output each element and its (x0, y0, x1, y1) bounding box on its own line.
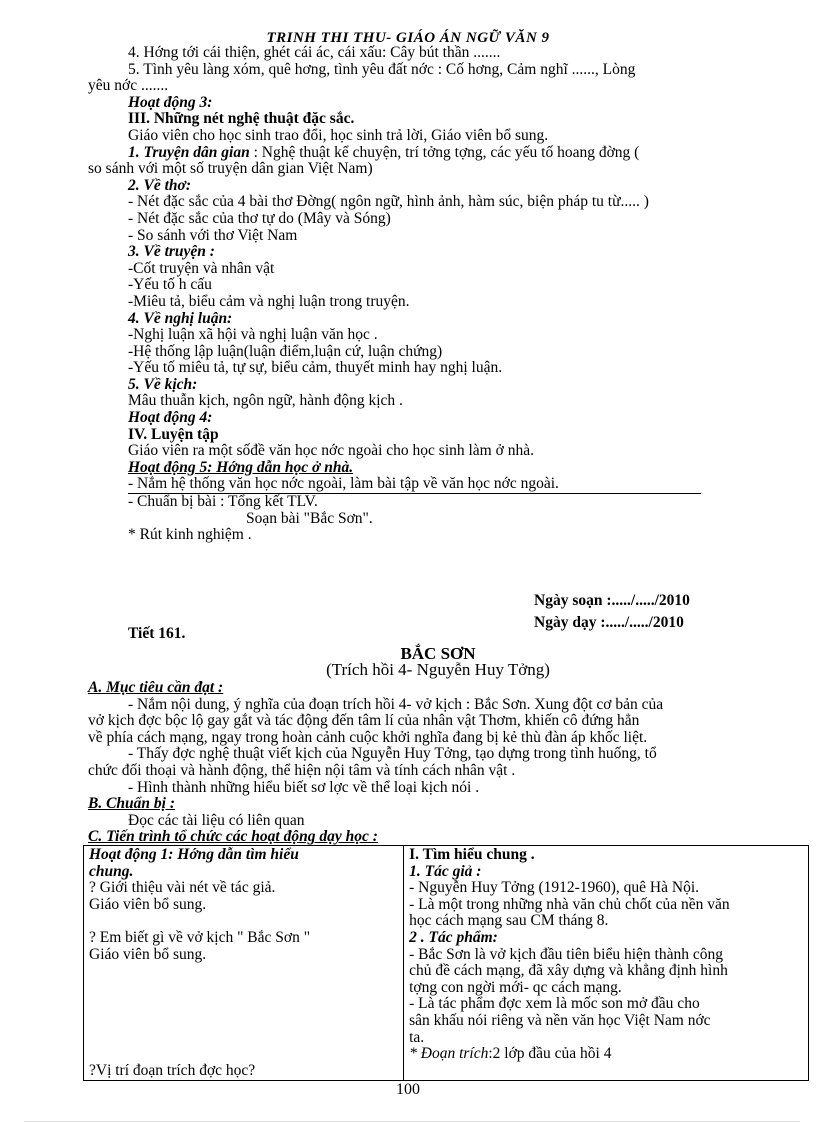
text-line: -Yếu tố miêu tả, tự sự, biểu cảm, thuyết minh hay nghị luận. (128, 359, 503, 377)
text-line: sân khấu nói riêng và nền văn học Việt Nam nớc (409, 1011, 711, 1029)
page-number: 100 (396, 1081, 420, 1098)
text-line: - Hình thành những hiểu biết sơ lợc về thể loại kịch nói . (128, 778, 480, 796)
table-row (84, 846, 809, 1081)
subheading: 5. Về kịch: (128, 375, 198, 393)
text-line: Giáo viên cho học sinh trao đổi, học sinh trả lời, Giáo viên bổ sung. (128, 126, 549, 144)
date-prepared: Ngày soạn :...../...../2010 (534, 592, 690, 609)
text-line: - Là tác phẩm đợc xem là mốc son mở đầu cho (409, 995, 700, 1013)
text-line: - So sánh với thơ Việt Nam (128, 226, 298, 244)
footer-divider (24, 1121, 800, 1122)
activity-cell (84, 846, 404, 1081)
section-heading-b: B. Chuẩn bị : (88, 795, 176, 813)
activity-heading: Hoạt động 4: (128, 409, 213, 427)
title-main: BẮC SƠN (400, 644, 476, 663)
text-line: 4. Hớng tới cái thiện, ghét cái ác, cái xấu: Cây bút thần ....... (128, 44, 501, 61)
subheading: 1. Truyện dân gian (128, 143, 250, 161)
running-header: TRINH THI THU- GIÁO ÁN NGỮ VĂN 9 (266, 30, 550, 46)
subheading: 3. Về truyện : (128, 243, 215, 261)
question: ? Em biết gì về vở kịch " Bắc Sơn " (89, 928, 311, 946)
section-heading: IV. Luyện tập (128, 425, 219, 443)
text-line: -Cốt truyện và nhân vật (128, 259, 275, 277)
text-line: - Nắm hệ thống văn học nớc ngoài, làm bài tập về văn học nớc ngoài. (128, 475, 559, 493)
subheading: 2 . Tác phẩm: (409, 928, 498, 946)
activity-heading: Hoạt động 5: Hớng dẫn học ở nhà. (128, 458, 354, 476)
text-line: Đọc các tài liệu có liên quan (128, 811, 305, 829)
question: ? Giới thiệu vài nét về tác giả. (89, 879, 276, 897)
text-line: chủ đề cách mạng, đã xây dựng và khẳng định hình (409, 962, 728, 980)
text-line: về phía cách mạng, ngay trong hoàn cảnh cuộc khởi nghĩa đang bị kẻ thù đàn áp khốc liệt. (88, 728, 648, 746)
text-line: - Thấy đợc nghệ thuật viết kịch của Nguyễn Huy Tởng, tạo dựng trong tình huống, tổ (128, 745, 657, 763)
text-line: Mâu thuẫn kịch, ngôn ngữ, hành động kịch . (128, 392, 403, 410)
content-cell (404, 846, 809, 1081)
text-line: * Rút kinh nghiệm . (128, 526, 252, 544)
text-line: - Là một trong những nhà văn chủ chốt của nền văn (409, 895, 730, 913)
objectives-section (88, 680, 800, 846)
subheading: 1. Tác giả : (409, 862, 482, 880)
text-line: - Nắm nội dung, ý nghĩa của đoạn trích hồi 4- vở kịch : Bắc Sơn. Xung đột cơ bản của (128, 695, 664, 713)
section-heading: I. Tìm hiểu chung . (409, 846, 535, 863)
text-line: vở kịch đợc bộc lộ gay gắt và tác động đến tâm lí của nhân vật Thơm, khiến cô đứng hẳn (88, 712, 640, 730)
subheading: 2. Về thơ: (128, 176, 191, 194)
text-line: -Yếu tố h cấu (128, 276, 212, 294)
date-taught: Ngày dạy :...../...../2010 (534, 614, 684, 631)
text-line: -Nghị luận xã hội và nghị luận văn học . (128, 326, 378, 344)
text-line: Giáo viên ra một sốđề văn học nớc ngoài cho học sinh làm ở nhà. (128, 442, 534, 460)
section-heading: III. Những nét nghệ thuật đặc sắc. (128, 110, 355, 128)
text-line: yêu nớc ....... (88, 77, 169, 95)
text-line: - Nét đặc sắc của thơ tự do (Mây và Sóng) (128, 209, 391, 227)
teacher-note: Giáo viên bổ sung. (89, 895, 207, 913)
text-line: tợng con ngời mới- qc cách mạng. (409, 978, 622, 996)
text-line: ta. (409, 1028, 425, 1046)
activity-heading: Hoạt động 1: Hớng dẫn tìm hiểu (89, 846, 299, 863)
text-line: - Nguyễn Huy Tởng (1912-1960), quê Hà Nội. (409, 879, 700, 897)
section-heading-c: C. Tiến trình tổ chức các hoạt động dạy học : (88, 828, 378, 846)
activity-heading: Hoạt động 3: (128, 93, 213, 111)
top-section (88, 45, 788, 544)
text-line: - Bắc Sơn là vở kịch đầu tiên biểu hiện thành công (409, 945, 723, 963)
section-heading-a: A. Mục tiêu cần đạt : (88, 679, 224, 696)
lesson-title (88, 646, 788, 678)
question: ?Vị trí đoạn trích đợc học? (89, 1061, 256, 1079)
activity-heading-cont: chung. (89, 862, 134, 880)
text-line: học cách mạng sau CM tháng 8. (409, 912, 609, 930)
text-line: -Miêu tả, biểu cảm và nghị luận trong truyện. (128, 292, 410, 310)
text-line: - Nét đặc sắc của 4 bài thơ Đờng( ngôn ngữ, hình ảnh, hàm súc, biện pháp tu từ..... ) (128, 193, 649, 211)
excerpt-text: :2 lớp đầu của hồi 4 (488, 1045, 612, 1063)
dates-block (534, 590, 690, 634)
subheading: 4. Về nghị luận: (128, 309, 233, 327)
teacher-note: Giáo viên bổ sung. (89, 945, 207, 963)
title-sub: (Trích hồi 4- Nguyễn Huy Tởng) (326, 660, 550, 679)
text-span: : Nghệ thuật kể chuyện, trí tởng tợng, các yếu tố hoang đờng ( (249, 143, 640, 161)
text-line: chức đối thoại và hành động, thể hiện nội tâm và tính cách nhân vật . (88, 761, 516, 779)
text-line: 5. Tình yêu làng xóm, quê hơng, tình yêu đất nớc : Cố hơng, Cảm nghĩ ......, Lòng (128, 60, 636, 78)
text-line: so sánh với một số truyện dân gian Việt Nam) (88, 160, 373, 178)
text-line: -Hệ thống lập luận(luận điểm,luận cứ, luận chứng) (128, 342, 443, 360)
text-line (88, 145, 788, 162)
text-line (409, 1046, 803, 1063)
text-line: Soạn bài "Bắc Sơn". (246, 509, 373, 527)
lesson-table (83, 845, 809, 1081)
text-line: - Chuẩn bị bài : Tổng kết TLV. (128, 493, 318, 511)
excerpt-label: * Đoạn trích (409, 1045, 489, 1063)
lesson-number: Tiết 161. (128, 625, 186, 642)
